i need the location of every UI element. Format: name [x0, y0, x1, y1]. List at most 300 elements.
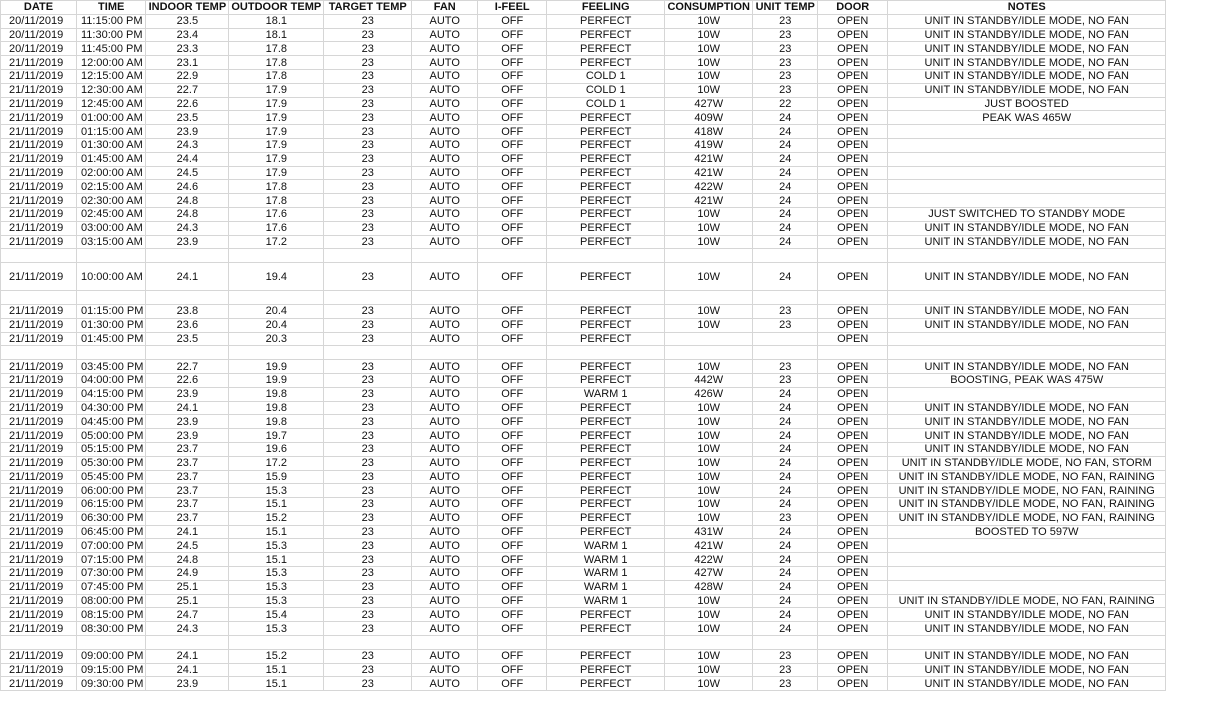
cell-unit-temp[interactable]: 23	[753, 42, 818, 56]
cell-time[interactable]: 12:15:00 AM	[77, 69, 146, 83]
cell-feeling[interactable]: PERFECT	[547, 125, 665, 139]
cell-unit-temp[interactable]: 22	[753, 97, 818, 111]
cell-unit-temp[interactable]: 24	[753, 525, 818, 539]
cell-consumption[interactable]: 419W	[665, 138, 753, 152]
cell-consumption[interactable]: 421W	[665, 152, 753, 166]
cell-fan[interactable]: AUTO	[412, 207, 478, 221]
cell-empty[interactable]	[888, 636, 1166, 650]
cell-date[interactable]: 21/11/2019	[1, 401, 77, 415]
cell-notes[interactable]: UNIT IN STANDBY/IDLE MODE, NO FAN	[888, 401, 1166, 415]
cell-date[interactable]: 21/11/2019	[1, 83, 77, 97]
cell-indoor-temp[interactable]: 24.8	[146, 194, 229, 208]
cell-consumption[interactable]: 426W	[665, 387, 753, 401]
cell-target-temp[interactable]: 23	[324, 456, 412, 470]
cell-i-feel[interactable]: OFF	[478, 567, 547, 581]
cell-i-feel[interactable]: OFF	[478, 484, 547, 498]
cell-indoor-temp[interactable]: 24.9	[146, 567, 229, 581]
cell-outdoor-temp[interactable]: 19.7	[229, 429, 324, 443]
cell-date[interactable]: 21/11/2019	[1, 677, 77, 691]
cell-target-temp[interactable]: 23	[324, 567, 412, 581]
cell-notes[interactable]: UNIT IN STANDBY/IDLE MODE, NO FAN	[888, 28, 1166, 42]
cell-target-temp[interactable]: 23	[324, 83, 412, 97]
cell-i-feel[interactable]: OFF	[478, 28, 547, 42]
cell-consumption[interactable]: 10W	[665, 304, 753, 318]
cell-feeling[interactable]: PERFECT	[547, 304, 665, 318]
cell-target-temp[interactable]: 23	[324, 608, 412, 622]
cell-unit-temp[interactable]: 24	[753, 387, 818, 401]
cell-date[interactable]: 21/11/2019	[1, 567, 77, 581]
cell-empty[interactable]	[324, 249, 412, 263]
cell-consumption[interactable]: 10W	[665, 14, 753, 28]
cell-fan[interactable]: AUTO	[412, 442, 478, 456]
header-outdoor-temp[interactable]: OUTDOOR TEMP	[229, 1, 324, 15]
cell-indoor-temp[interactable]: 22.9	[146, 69, 229, 83]
cell-consumption[interactable]: 10W	[665, 42, 753, 56]
cell-i-feel[interactable]: OFF	[478, 622, 547, 636]
cell-empty[interactable]	[547, 249, 665, 263]
cell-date[interactable]: 21/11/2019	[1, 125, 77, 139]
cell-indoor-temp[interactable]: 23.5	[146, 332, 229, 346]
cell-target-temp[interactable]: 23	[324, 498, 412, 512]
cell-target-temp[interactable]: 23	[324, 553, 412, 567]
cell-unit-temp[interactable]: 24	[753, 429, 818, 443]
cell-target-temp[interactable]: 23	[324, 594, 412, 608]
cell-date[interactable]: 21/11/2019	[1, 97, 77, 111]
cell-consumption[interactable]: 427W	[665, 97, 753, 111]
cell-feeling[interactable]: PERFECT	[547, 470, 665, 484]
cell-empty[interactable]	[753, 346, 818, 360]
cell-empty[interactable]	[412, 249, 478, 263]
cell-i-feel[interactable]: OFF	[478, 456, 547, 470]
cell-consumption[interactable]: 10W	[665, 360, 753, 374]
cell-date[interactable]: 21/11/2019	[1, 511, 77, 525]
cell-outdoor-temp[interactable]: 20.4	[229, 304, 324, 318]
cell-date[interactable]: 21/11/2019	[1, 553, 77, 567]
cell-empty[interactable]	[146, 636, 229, 650]
cell-feeling[interactable]: PERFECT	[547, 332, 665, 346]
cell-consumption[interactable]: 10W	[665, 69, 753, 83]
cell-unit-temp[interactable]: 24	[753, 138, 818, 152]
cell-empty[interactable]	[1, 249, 77, 263]
cell-indoor-temp[interactable]: 25.1	[146, 580, 229, 594]
cell-date[interactable]: 21/11/2019	[1, 663, 77, 677]
cell-time[interactable]: 09:00:00 PM	[77, 649, 146, 663]
cell-date[interactable]: 21/11/2019	[1, 608, 77, 622]
cell-door[interactable]: OPEN	[818, 125, 888, 139]
cell-date[interactable]: 21/11/2019	[1, 622, 77, 636]
cell-time[interactable]: 11:45:00 PM	[77, 42, 146, 56]
cell-outdoor-temp[interactable]: 17.6	[229, 221, 324, 235]
cell-outdoor-temp[interactable]: 17.2	[229, 235, 324, 249]
cell-outdoor-temp[interactable]: 19.9	[229, 360, 324, 374]
cell-target-temp[interactable]: 23	[324, 387, 412, 401]
cell-empty[interactable]	[818, 346, 888, 360]
cell-door[interactable]: OPEN	[818, 360, 888, 374]
cell-feeling[interactable]: PERFECT	[547, 498, 665, 512]
cell-time[interactable]: 05:45:00 PM	[77, 470, 146, 484]
cell-unit-temp[interactable]: 24	[753, 484, 818, 498]
cell-time[interactable]: 08:15:00 PM	[77, 608, 146, 622]
cell-outdoor-temp[interactable]: 17.9	[229, 97, 324, 111]
cell-feeling[interactable]: PERFECT	[547, 180, 665, 194]
cell-notes[interactable]: UNIT IN STANDBY/IDLE MODE, NO FAN, RAINING	[888, 511, 1166, 525]
cell-notes[interactable]: UNIT IN STANDBY/IDLE MODE, NO FAN	[888, 235, 1166, 249]
cell-door[interactable]: OPEN	[818, 456, 888, 470]
cell-empty[interactable]	[478, 249, 547, 263]
cell-notes[interactable]: UNIT IN STANDBY/IDLE MODE, NO FAN	[888, 56, 1166, 70]
cell-door[interactable]: OPEN	[818, 594, 888, 608]
cell-i-feel[interactable]: OFF	[478, 580, 547, 594]
cell-door[interactable]: OPEN	[818, 180, 888, 194]
cell-target-temp[interactable]: 23	[324, 373, 412, 387]
cell-feeling[interactable]: WARM 1	[547, 567, 665, 581]
cell-target-temp[interactable]: 23	[324, 360, 412, 374]
cell-target-temp[interactable]: 23	[324, 56, 412, 70]
cell-date[interactable]: 20/11/2019	[1, 42, 77, 56]
cell-time[interactable]: 12:00:00 AM	[77, 56, 146, 70]
cell-consumption[interactable]: 10W	[665, 608, 753, 622]
cell-target-temp[interactable]: 23	[324, 221, 412, 235]
cell-consumption[interactable]: 10W	[665, 442, 753, 456]
cell-indoor-temp[interactable]: 24.8	[146, 207, 229, 221]
cell-time[interactable]: 12:30:00 AM	[77, 83, 146, 97]
cell-unit-temp[interactable]: 24	[753, 194, 818, 208]
header-notes[interactable]: NOTES	[888, 1, 1166, 15]
cell-feeling[interactable]: PERFECT	[547, 429, 665, 443]
cell-indoor-temp[interactable]: 22.7	[146, 83, 229, 97]
cell-indoor-temp[interactable]: 24.3	[146, 622, 229, 636]
cell-feeling[interactable]: PERFECT	[547, 194, 665, 208]
cell-unit-temp[interactable]: 24	[753, 594, 818, 608]
cell-outdoor-temp[interactable]: 15.3	[229, 594, 324, 608]
cell-fan[interactable]: AUTO	[412, 429, 478, 443]
cell-fan[interactable]: AUTO	[412, 111, 478, 125]
cell-outdoor-temp[interactable]: 19.6	[229, 442, 324, 456]
cell-indoor-temp[interactable]: 23.7	[146, 442, 229, 456]
cell-empty[interactable]	[478, 346, 547, 360]
cell-i-feel[interactable]: OFF	[478, 221, 547, 235]
cell-fan[interactable]: AUTO	[412, 304, 478, 318]
cell-door[interactable]: OPEN	[818, 373, 888, 387]
cell-empty[interactable]	[665, 346, 753, 360]
cell-i-feel[interactable]: OFF	[478, 14, 547, 28]
cell-door[interactable]: OPEN	[818, 511, 888, 525]
cell-target-temp[interactable]: 23	[324, 207, 412, 221]
cell-unit-temp[interactable]: 23	[753, 677, 818, 691]
cell-door[interactable]: OPEN	[818, 539, 888, 553]
cell-outdoor-temp[interactable]: 17.9	[229, 152, 324, 166]
cell-target-temp[interactable]: 23	[324, 180, 412, 194]
cell-fan[interactable]: AUTO	[412, 553, 478, 567]
cell-date[interactable]: 21/11/2019	[1, 360, 77, 374]
cell-consumption[interactable]: 427W	[665, 567, 753, 581]
cell-consumption[interactable]: 10W	[665, 498, 753, 512]
cell-date[interactable]: 21/11/2019	[1, 304, 77, 318]
cell-notes[interactable]: JUST BOOSTED	[888, 97, 1166, 111]
cell-outdoor-temp[interactable]: 15.1	[229, 663, 324, 677]
cell-door[interactable]: OPEN	[818, 152, 888, 166]
cell-consumption[interactable]: 10W	[665, 401, 753, 415]
cell-fan[interactable]: AUTO	[412, 498, 478, 512]
cell-i-feel[interactable]: OFF	[478, 525, 547, 539]
cell-unit-temp[interactable]: 23	[753, 69, 818, 83]
cell-date[interactable]: 21/11/2019	[1, 69, 77, 83]
cell-time[interactable]: 12:45:00 AM	[77, 97, 146, 111]
cell-notes[interactable]	[888, 125, 1166, 139]
cell-indoor-temp[interactable]: 22.6	[146, 97, 229, 111]
cell-door[interactable]: OPEN	[818, 484, 888, 498]
cell-date[interactable]: 21/11/2019	[1, 138, 77, 152]
cell-time[interactable]: 09:15:00 PM	[77, 663, 146, 677]
cell-notes[interactable]: PEAK WAS 465W	[888, 111, 1166, 125]
cell-date[interactable]: 21/11/2019	[1, 484, 77, 498]
cell-door[interactable]: OPEN	[818, 304, 888, 318]
cell-notes[interactable]: JUST SWITCHED TO STANDBY MODE	[888, 207, 1166, 221]
cell-fan[interactable]: AUTO	[412, 373, 478, 387]
header-time[interactable]: TIME	[77, 1, 146, 15]
cell-outdoor-temp[interactable]: 15.3	[229, 567, 324, 581]
cell-date[interactable]: 21/11/2019	[1, 442, 77, 456]
cell-outdoor-temp[interactable]: 15.9	[229, 470, 324, 484]
cell-door[interactable]: OPEN	[818, 401, 888, 415]
cell-date[interactable]: 21/11/2019	[1, 594, 77, 608]
cell-feeling[interactable]: WARM 1	[547, 539, 665, 553]
cell-feeling[interactable]: PERFECT	[547, 608, 665, 622]
cell-indoor-temp[interactable]: 23.7	[146, 456, 229, 470]
cell-notes[interactable]: BOOSTING, PEAK WAS 475W	[888, 373, 1166, 387]
cell-indoor-temp[interactable]: 24.1	[146, 263, 229, 291]
cell-empty[interactable]	[665, 249, 753, 263]
cell-unit-temp[interactable]: 24	[753, 553, 818, 567]
cell-fan[interactable]: AUTO	[412, 138, 478, 152]
cell-target-temp[interactable]: 23	[324, 649, 412, 663]
cell-empty[interactable]	[547, 291, 665, 305]
cell-indoor-temp[interactable]: 23.1	[146, 56, 229, 70]
cell-indoor-temp[interactable]: 24.5	[146, 539, 229, 553]
cell-i-feel[interactable]: OFF	[478, 649, 547, 663]
cell-consumption[interactable]: 10W	[665, 318, 753, 332]
cell-target-temp[interactable]: 23	[324, 97, 412, 111]
cell-fan[interactable]: AUTO	[412, 28, 478, 42]
cell-indoor-temp[interactable]: 23.7	[146, 470, 229, 484]
header-consumption[interactable]: CONSUMPTION	[665, 1, 753, 15]
cell-notes[interactable]: UNIT IN STANDBY/IDLE MODE, NO FAN	[888, 263, 1166, 291]
cell-i-feel[interactable]: OFF	[478, 373, 547, 387]
cell-time[interactable]: 01:00:00 AM	[77, 111, 146, 125]
cell-time[interactable]: 06:15:00 PM	[77, 498, 146, 512]
cell-i-feel[interactable]: OFF	[478, 83, 547, 97]
cell-outdoor-temp[interactable]: 17.9	[229, 166, 324, 180]
cell-i-feel[interactable]: OFF	[478, 180, 547, 194]
cell-target-temp[interactable]: 23	[324, 415, 412, 429]
cell-unit-temp[interactable]: 24	[753, 442, 818, 456]
cell-feeling[interactable]: PERFECT	[547, 28, 665, 42]
cell-empty[interactable]	[1, 346, 77, 360]
cell-target-temp[interactable]: 23	[324, 470, 412, 484]
cell-indoor-temp[interactable]: 24.7	[146, 608, 229, 622]
cell-empty[interactable]	[77, 249, 146, 263]
cell-unit-temp[interactable]: 24	[753, 580, 818, 594]
cell-indoor-temp[interactable]: 24.1	[146, 649, 229, 663]
cell-door[interactable]: OPEN	[818, 235, 888, 249]
cell-outdoor-temp[interactable]: 19.4	[229, 263, 324, 291]
cell-date[interactable]: 21/11/2019	[1, 318, 77, 332]
cell-door[interactable]: OPEN	[818, 332, 888, 346]
cell-door[interactable]: OPEN	[818, 69, 888, 83]
cell-empty[interactable]	[753, 636, 818, 650]
cell-time[interactable]: 05:30:00 PM	[77, 456, 146, 470]
cell-feeling[interactable]: PERFECT	[547, 360, 665, 374]
cell-date[interactable]: 21/11/2019	[1, 580, 77, 594]
header-fan[interactable]: FAN	[412, 1, 478, 15]
cell-feeling[interactable]: PERFECT	[547, 484, 665, 498]
cell-time[interactable]: 07:30:00 PM	[77, 567, 146, 581]
cell-empty[interactable]	[818, 249, 888, 263]
cell-fan[interactable]: AUTO	[412, 69, 478, 83]
cell-fan[interactable]: AUTO	[412, 83, 478, 97]
cell-time[interactable]: 01:30:00 PM	[77, 318, 146, 332]
cell-consumption[interactable]: 10W	[665, 649, 753, 663]
cell-date[interactable]: 21/11/2019	[1, 111, 77, 125]
cell-outdoor-temp[interactable]: 19.8	[229, 415, 324, 429]
cell-feeling[interactable]: PERFECT	[547, 207, 665, 221]
cell-indoor-temp[interactable]: 24.4	[146, 152, 229, 166]
cell-notes[interactable]	[888, 539, 1166, 553]
cell-indoor-temp[interactable]: 24.5	[146, 166, 229, 180]
cell-consumption[interactable]: 10W	[665, 484, 753, 498]
cell-i-feel[interactable]: OFF	[478, 125, 547, 139]
cell-outdoor-temp[interactable]: 15.2	[229, 511, 324, 525]
cell-empty[interactable]	[888, 291, 1166, 305]
cell-indoor-temp[interactable]: 24.1	[146, 525, 229, 539]
cell-target-temp[interactable]: 23	[324, 138, 412, 152]
cell-empty[interactable]	[665, 291, 753, 305]
cell-target-temp[interactable]: 23	[324, 677, 412, 691]
cell-i-feel[interactable]: OFF	[478, 263, 547, 291]
cell-target-temp[interactable]: 23	[324, 14, 412, 28]
cell-empty[interactable]	[818, 291, 888, 305]
cell-time[interactable]: 08:00:00 PM	[77, 594, 146, 608]
cell-empty[interactable]	[547, 346, 665, 360]
cell-fan[interactable]: AUTO	[412, 387, 478, 401]
cell-unit-temp[interactable]: 23	[753, 649, 818, 663]
cell-i-feel[interactable]: OFF	[478, 138, 547, 152]
header-feeling[interactable]: FEELING	[547, 1, 665, 15]
cell-feeling[interactable]: PERFECT	[547, 649, 665, 663]
cell-empty[interactable]	[229, 346, 324, 360]
cell-i-feel[interactable]: OFF	[478, 235, 547, 249]
header-indoor-temp[interactable]: INDOOR TEMP	[146, 1, 229, 15]
cell-fan[interactable]: AUTO	[412, 235, 478, 249]
cell-feeling[interactable]: PERFECT	[547, 373, 665, 387]
cell-time[interactable]: 02:15:00 AM	[77, 180, 146, 194]
cell-door[interactable]: OPEN	[818, 97, 888, 111]
cell-fan[interactable]: AUTO	[412, 415, 478, 429]
cell-target-temp[interactable]: 23	[324, 484, 412, 498]
cell-fan[interactable]: AUTO	[412, 180, 478, 194]
cell-i-feel[interactable]: OFF	[478, 194, 547, 208]
cell-outdoor-temp[interactable]: 17.9	[229, 111, 324, 125]
cell-date[interactable]: 20/11/2019	[1, 28, 77, 42]
cell-fan[interactable]: AUTO	[412, 263, 478, 291]
cell-notes[interactable]	[888, 580, 1166, 594]
cell-notes[interactable]: BOOSTED TO 597W	[888, 525, 1166, 539]
cell-date[interactable]: 21/11/2019	[1, 649, 77, 663]
cell-consumption[interactable]: 10W	[665, 456, 753, 470]
cell-unit-temp[interactable]: 23	[753, 373, 818, 387]
cell-date[interactable]: 21/11/2019	[1, 373, 77, 387]
cell-outdoor-temp[interactable]: 15.3	[229, 622, 324, 636]
cell-unit-temp[interactable]	[753, 332, 818, 346]
cell-outdoor-temp[interactable]: 17.8	[229, 180, 324, 194]
header-target-temp[interactable]: TARGET TEMP	[324, 1, 412, 15]
cell-unit-temp[interactable]: 23	[753, 318, 818, 332]
cell-i-feel[interactable]: OFF	[478, 42, 547, 56]
cell-consumption[interactable]: 10W	[665, 235, 753, 249]
cell-target-temp[interactable]: 23	[324, 429, 412, 443]
cell-date[interactable]: 21/11/2019	[1, 207, 77, 221]
cell-consumption[interactable]: 10W	[665, 470, 753, 484]
cell-door[interactable]: OPEN	[818, 567, 888, 581]
cell-unit-temp[interactable]: 24	[753, 401, 818, 415]
cell-target-temp[interactable]: 23	[324, 580, 412, 594]
cell-i-feel[interactable]: OFF	[478, 360, 547, 374]
cell-notes[interactable]: UNIT IN STANDBY/IDLE MODE, NO FAN	[888, 42, 1166, 56]
cell-i-feel[interactable]: OFF	[478, 69, 547, 83]
cell-fan[interactable]: AUTO	[412, 152, 478, 166]
cell-indoor-temp[interactable]: 23.6	[146, 318, 229, 332]
cell-consumption[interactable]: 431W	[665, 525, 753, 539]
cell-outdoor-temp[interactable]: 20.4	[229, 318, 324, 332]
cell-door[interactable]: OPEN	[818, 221, 888, 235]
cell-unit-temp[interactable]: 23	[753, 511, 818, 525]
cell-i-feel[interactable]: OFF	[478, 470, 547, 484]
cell-feeling[interactable]: PERFECT	[547, 235, 665, 249]
cell-target-temp[interactable]: 23	[324, 318, 412, 332]
cell-notes[interactable]	[888, 553, 1166, 567]
cell-outdoor-temp[interactable]: 17.8	[229, 42, 324, 56]
cell-date[interactable]: 21/11/2019	[1, 415, 77, 429]
cell-consumption[interactable]: 418W	[665, 125, 753, 139]
cell-target-temp[interactable]: 23	[324, 69, 412, 83]
cell-time[interactable]: 01:45:00 PM	[77, 332, 146, 346]
cell-feeling[interactable]: WARM 1	[547, 387, 665, 401]
cell-consumption[interactable]: 10W	[665, 622, 753, 636]
cell-indoor-temp[interactable]: 22.7	[146, 360, 229, 374]
cell-notes[interactable]	[888, 180, 1166, 194]
cell-door[interactable]: OPEN	[818, 580, 888, 594]
cell-empty[interactable]	[324, 636, 412, 650]
cell-i-feel[interactable]: OFF	[478, 677, 547, 691]
cell-fan[interactable]: AUTO	[412, 125, 478, 139]
cell-consumption[interactable]: 10W	[665, 207, 753, 221]
cell-consumption[interactable]: 10W	[665, 263, 753, 291]
header-door[interactable]: DOOR	[818, 1, 888, 15]
cell-empty[interactable]	[146, 346, 229, 360]
cell-outdoor-temp[interactable]: 17.2	[229, 456, 324, 470]
cell-feeling[interactable]: PERFECT	[547, 442, 665, 456]
cell-indoor-temp[interactable]: 23.9	[146, 125, 229, 139]
cell-time[interactable]: 08:30:00 PM	[77, 622, 146, 636]
cell-door[interactable]: OPEN	[818, 387, 888, 401]
cell-consumption[interactable]: 10W	[665, 56, 753, 70]
cell-unit-temp[interactable]: 24	[753, 152, 818, 166]
cell-target-temp[interactable]: 23	[324, 235, 412, 249]
cell-i-feel[interactable]: OFF	[478, 608, 547, 622]
cell-empty[interactable]	[324, 346, 412, 360]
cell-outdoor-temp[interactable]: 15.4	[229, 608, 324, 622]
cell-time[interactable]: 06:30:00 PM	[77, 511, 146, 525]
